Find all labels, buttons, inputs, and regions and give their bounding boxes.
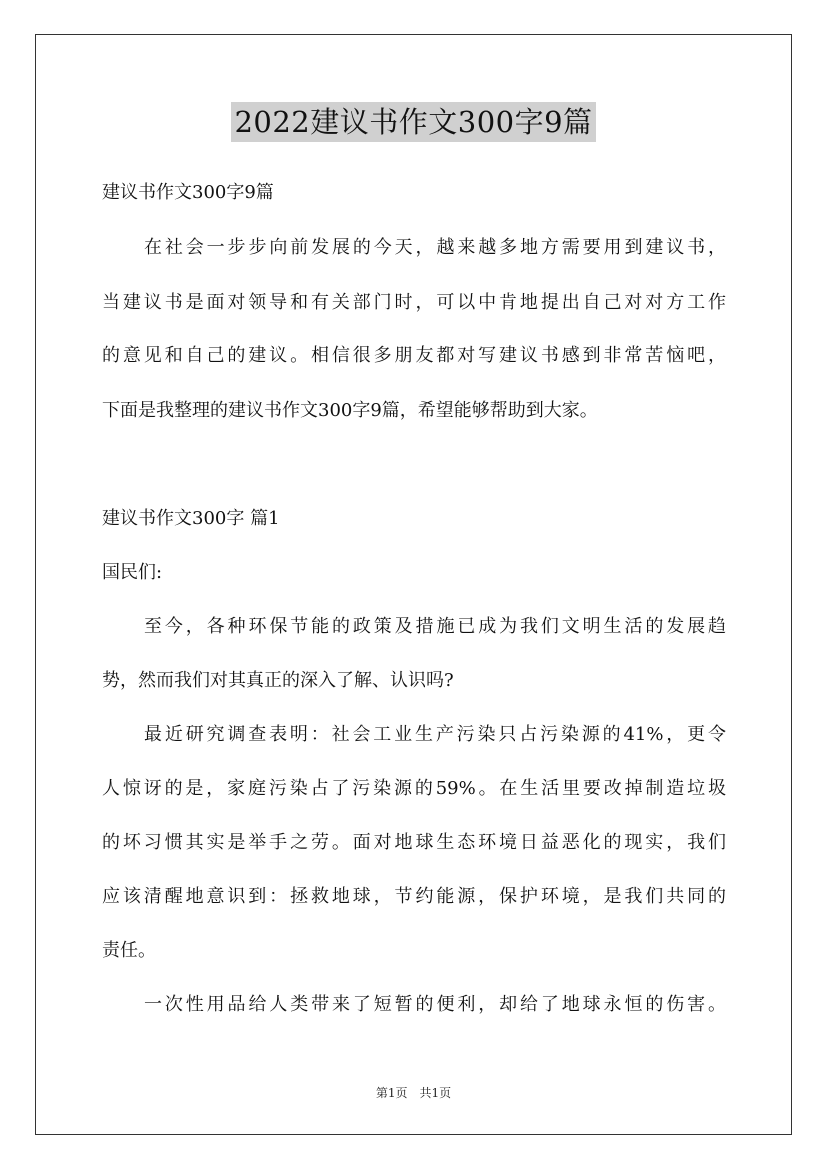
- para2-line-1: 最近研究调查表明：社会工业生产污染只占污染源的41%，更令: [144, 724, 726, 745]
- para2-line-3: 的坏习惯其实是举手之劳。面对地球生态环境日益恶化的现实，我们: [102, 832, 726, 853]
- intro-line-2: 当建议书是面对领导和有关部门时，可以中肯地提出自己对对方工作: [102, 292, 726, 313]
- document-title: 2022建议书作文300字9篇: [231, 102, 595, 142]
- para2-line-4: 应该清醒地意识到：拯救地球，节约能源，保护环境，是我们共同的: [102, 886, 726, 907]
- intro-line-4: 下面是我整理的建议书作文300字9篇，希望能够帮助到大家。: [102, 400, 598, 421]
- subtitle: 建议书作文300字9篇: [102, 182, 274, 203]
- para1-line-2: 势，然而我们对其真正的深入了解、认识吗?: [102, 670, 454, 691]
- salutation: 国民们:: [102, 562, 163, 583]
- para2-line-5: 责任。: [102, 940, 156, 961]
- title-container: [0, 102, 827, 142]
- para3-line-1: 一次性用品给人类带来了短暂的便利，却给了地球永恒的伤害。: [144, 994, 726, 1015]
- page-footer: 第1页 共1页: [375, 1086, 452, 1100]
- intro-line-1: 在社会一步步向前发展的今天，越来越多地方需要用到建议书，: [144, 237, 726, 258]
- intro-line-3: 的意见和自己的建议。相信很多朋友都对写建议书感到非常苦恼吧，: [102, 345, 726, 366]
- para2-line-2: 人惊讶的是，家庭污染占了污染源的59%。在生活里要改掉制造垃圾: [102, 778, 726, 799]
- section-heading: 建议书作文300字 篇1: [102, 508, 280, 529]
- para1-line-1: 至今，各种环保节能的政策及措施已成为我们文明生活的发展趋: [144, 616, 726, 637]
